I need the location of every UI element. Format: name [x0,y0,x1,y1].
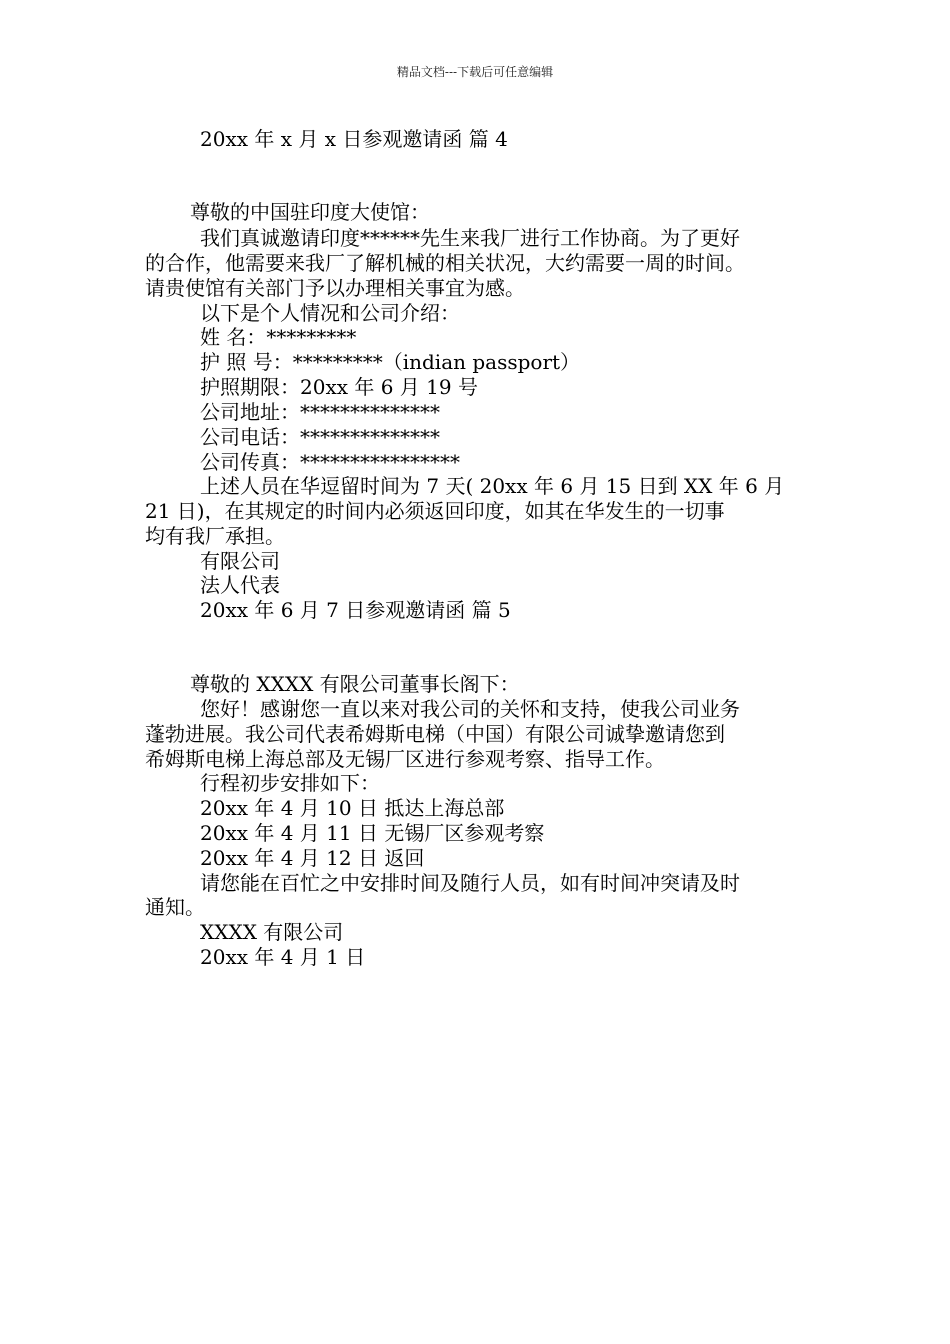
section4-para2-line: 上述人员在华逗留时间为 7 天( 20xx 年 6 月 15 日到 XX 年 6 月 [200,474,785,498]
section5-para2-line: 通知。 [145,895,205,919]
section5-para1-line: 您好！感谢您一直以来对我公司的关怀和支持，使我公司业务 [200,697,740,721]
section4-para2-line: 均有我厂承担。 [145,524,285,548]
section4-para1-line: 请贵使馆有关部门予以办理相关事宜为感。 [145,276,525,300]
section4-para1-line: 的合作，他需要来我厂了解机械的相关状况，大约需要一周的时间。 [145,251,745,275]
section5-title: 20xx 年 6 月 7 日参观邀请函 篇 5 [200,598,511,622]
schedule-item: 20xx 年 4 月 12 日 返回 [200,846,425,870]
section5-para1-line: 蓬勃进展。我公司代表希姆斯电梯（中国）有限公司诚挚邀请您到 [145,722,725,746]
info-passport: 护 照 号：*********（indian passport） [200,350,581,374]
schedule-item: 20xx 年 4 月 10 日 抵达上海总部 [200,796,505,820]
section5-sign-date: 20xx 年 4 月 1 日 [200,945,366,969]
info-company-phone: 公司电话：************** [200,425,440,449]
section4-intro: 以下是个人情况和公司介绍： [200,301,460,325]
section4-para1-line: 我们真诚邀请印度******先生来我厂进行工作协商。为了更好 [200,226,740,250]
section5-para2-line: 请您能在百忙之中安排时间及随行人员，如有时间冲突请及时 [200,871,740,895]
section4-salutation: 尊敬的中国驻印度大使馆： [190,200,430,224]
section5-sign-company: XXXX 有限公司 [200,920,344,944]
schedule-item: 20xx 年 4 月 11 日 无锡厂区参观考察 [200,821,545,845]
section4-para2-line: 21 日)，在其规定的时间内必须返回印度，如其在华发生的一切事 [145,499,725,523]
section5-schedule-intro: 行程初步安排如下： [200,771,380,795]
info-company-address: 公司地址：************** [200,400,440,424]
section5-salutation: 尊敬的 XXXX 有限公司董事长阁下： [190,672,520,696]
section4-title: 20xx 年 x 月 x 日参观邀请函 篇 4 [200,127,508,151]
info-passport-expiry: 护照期限：20xx 年 6 月 19 号 [200,375,478,399]
section4-sign-rep: 法人代表 [200,573,280,597]
info-company-fax: 公司传真：**************** [200,450,460,474]
section4-sign-company: 有限公司 [200,549,280,573]
info-name: 姓 名：********* [200,325,357,349]
section5-para1-line: 希姆斯电梯上海总部及无锡厂区进行参观考察、指导工作。 [145,747,665,771]
page-header: 精品文档---下载后可任意编辑 [396,65,554,79]
